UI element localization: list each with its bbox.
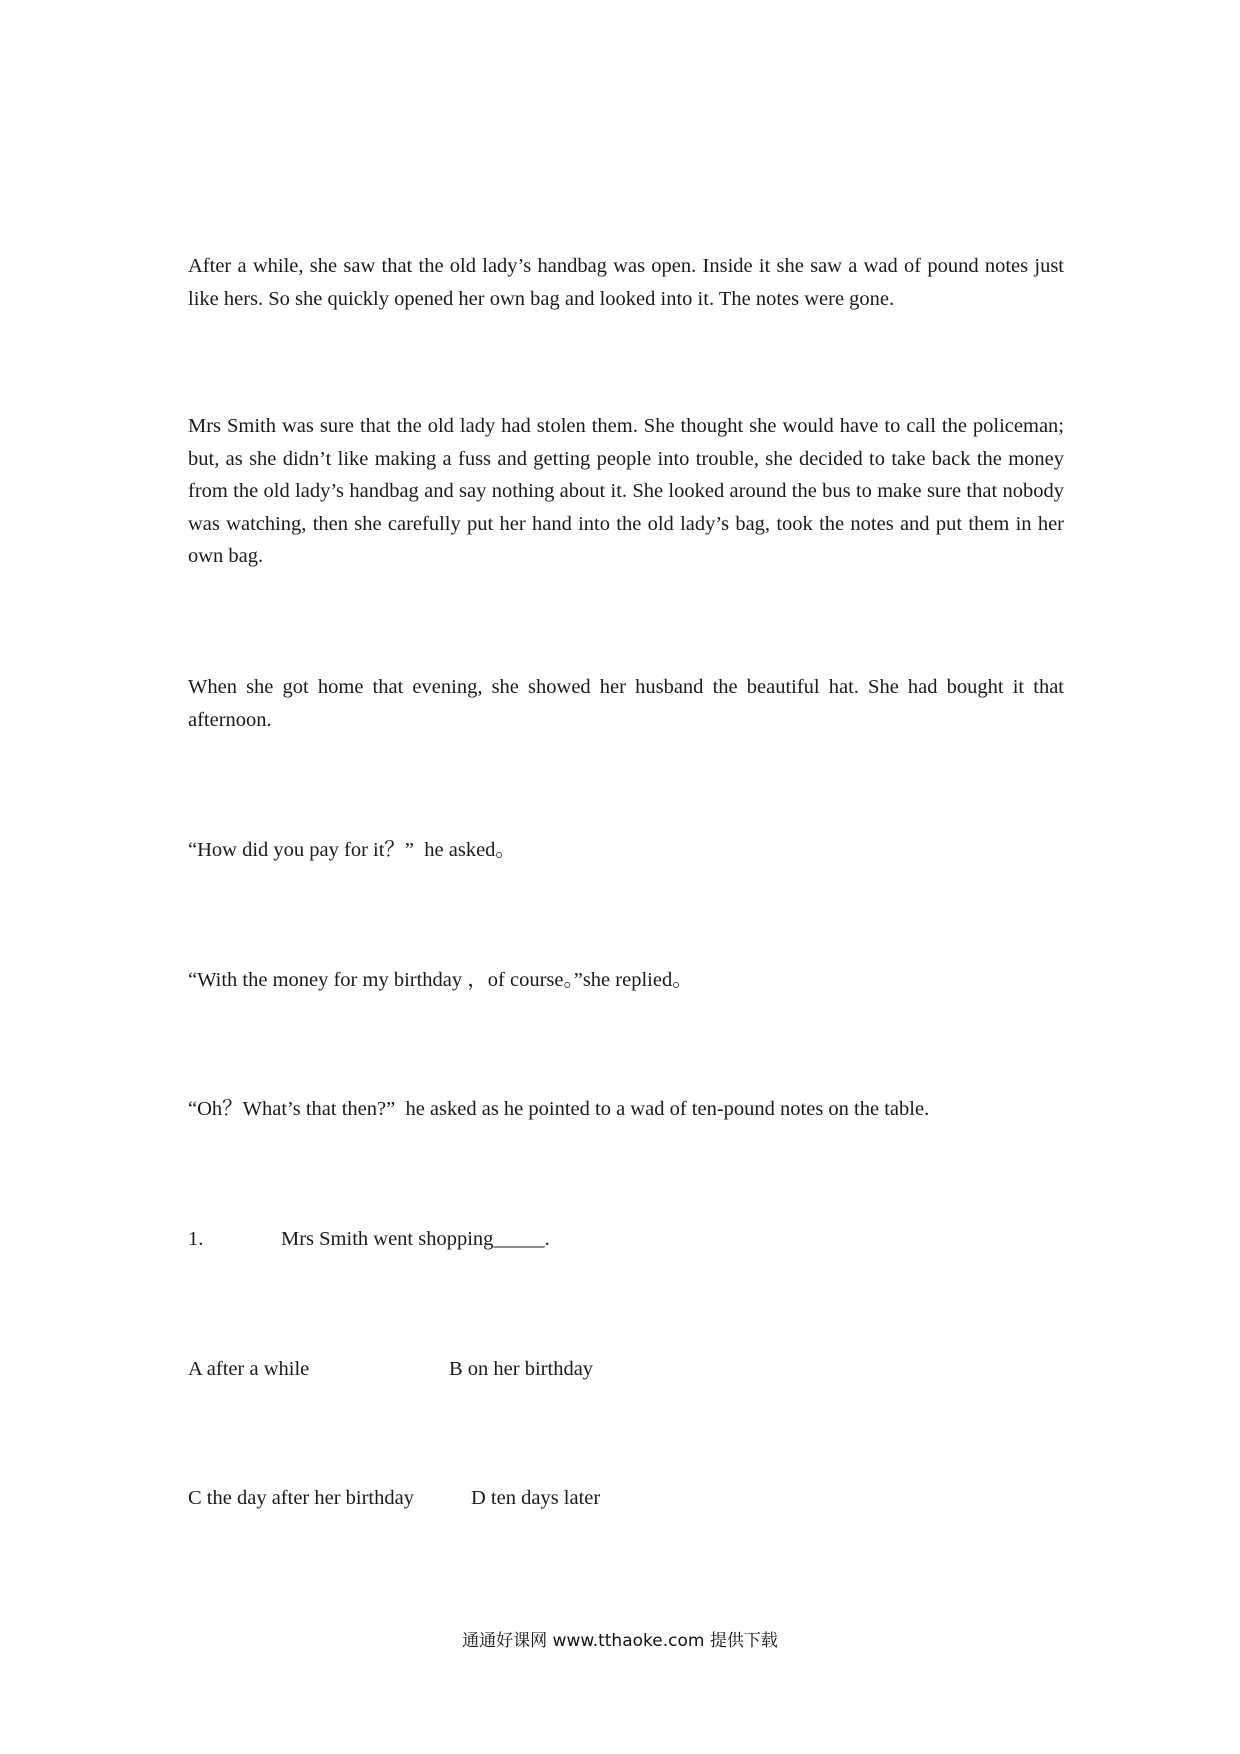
page-footer: 通通好课网 www.tthaoke.com 提供下载 (462, 1631, 778, 1651)
passage-paragraph-3: When she got home that evening, she showed her husband the beautiful hat. She had bought it that afternoon. (188, 676, 1064, 731)
question-number: 1. (188, 1228, 204, 1250)
question-text: Mrs Smith went shopping_____. (281, 1228, 550, 1250)
option-b: B on her birthday (449, 1358, 594, 1380)
option-a: A after a while (188, 1358, 310, 1380)
dialogue-line-1: “How did you pay for it？” he asked。 (188, 839, 516, 861)
option-c: C the day after her birthday (188, 1487, 414, 1509)
option-d: D ten days later (471, 1487, 601, 1509)
dialogue-line-3: “Oh？What’s that then?” he asked as he pointed to a wad of ten-pound notes on the table. (188, 1098, 930, 1120)
dialogue-line-2: “With the money for my birthday ，of course。”she replied。 (188, 969, 693, 991)
passage-paragraph-1: After a while, she saw that the old lady’s handbag was open. Inside it she saw a wad of pound notes just like hers. So she quickly opened her own bag and looked into it. The notes were gone. (188, 255, 1064, 310)
passage-paragraph-2: Mrs Smith was sure that the old lady had stolen them. She thought she would have to call the policeman; but, as she didn’t like making a fuss and getting people into trouble, she decided to take back the money from the old lady’s handbag and say nothing about it. She looked around the bus to make sure that nobody was watching, then she carefully put her hand into the old lady’s bag, took the notes and put them in her own bag. (188, 415, 1064, 567)
